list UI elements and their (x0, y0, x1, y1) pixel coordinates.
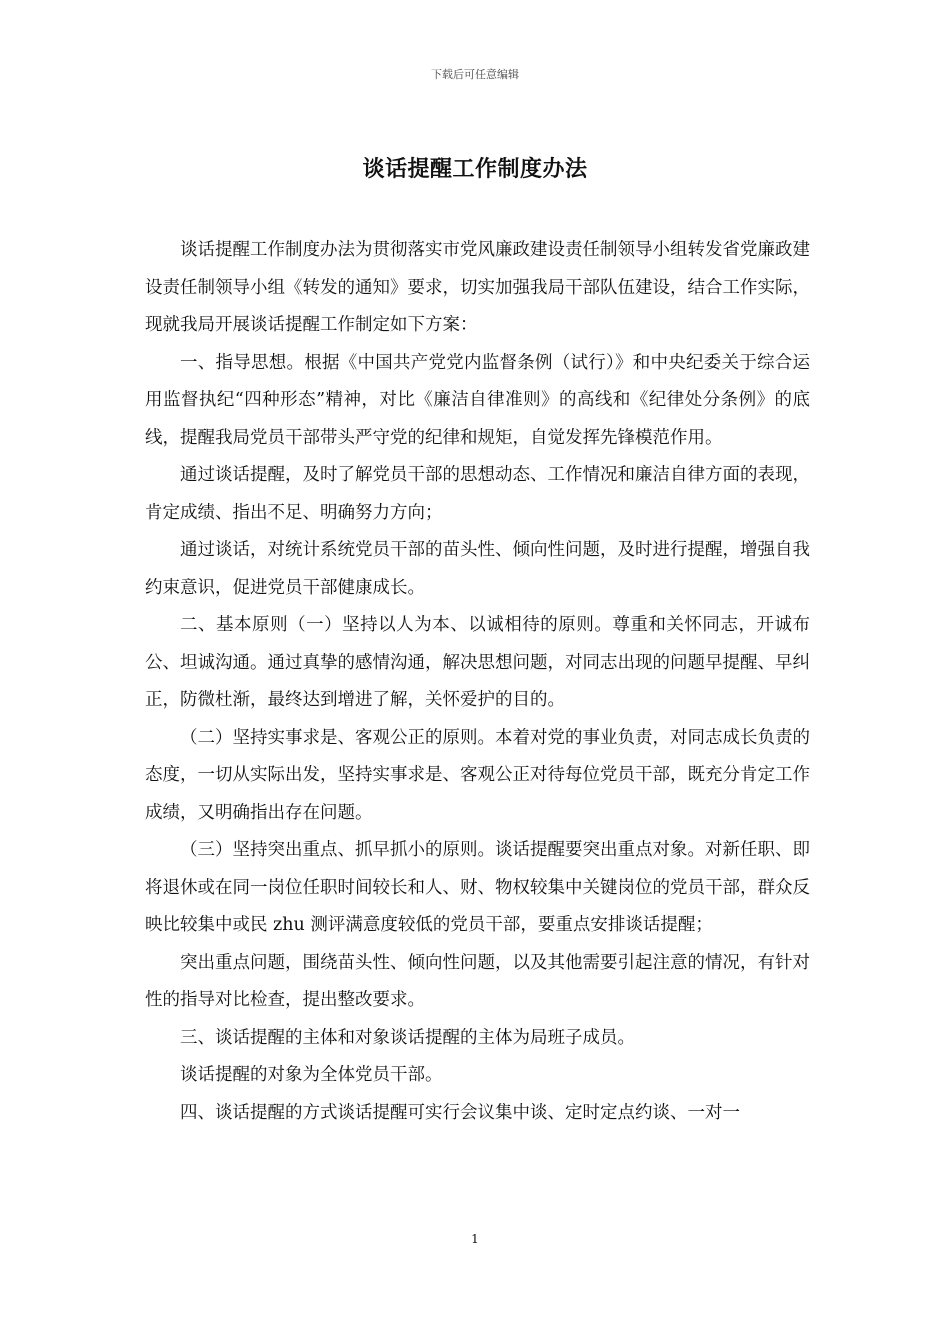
header-note: 下载后可任意编辑 (431, 68, 519, 81)
document-title: 谈话提醒工作制度办法 (362, 156, 588, 182)
paragraph-purpose-2: 通过谈话，对统计系统党员干部的苗头性、倾向性问题，及时进行提醒，增强自我约束意识，促进党员干部健康成长。 (145, 540, 810, 598)
paragraph-principle-3: （三）坚持突出重点、抓早抓小的原则。谈话提醒要突出重点对象。对新任职、即将退休或在同一岗位任职时间较长和人、财、物权较集中关键岗位的党员干部，群众反映比较集中或民 zhu 测评满意度较低的党员干部，要重点安排谈话提醒； (145, 840, 810, 935)
paragraph-method: 四、谈话提醒的方式谈话提醒可实行会议集中谈、定时定点约谈、一对一 (180, 1102, 740, 1123)
page-number: 1 (471, 1232, 479, 1246)
paragraph-principle-2: （二）坚持实事求是、客观公正的原则。本着对党的事业负责，对同志成长负责的态度，一切从实际出发，坚持实事求是、客观公正对待每位党员干部，既充分肯定工作成绩，又明确指出存在问题。 (145, 727, 810, 823)
document-body (145, 232, 810, 1132)
paragraph-purpose-1: 通过谈话提醒，及时了解党员干部的思想动态、工作情况和廉洁自律方面的表现，肯定成绩、指出不足、明确努力方向； (145, 465, 810, 523)
paragraph-key-issues: 突出重点问题，围绕苗头性、倾向性问题，以及其他需要引起注意的情况，有针对性的指导对比检查，提出整改要求。 (145, 952, 810, 1010)
paragraph-subject: 三、谈话提醒的主体和对象谈话提醒的主体为局班子成员。 (180, 1027, 635, 1048)
paragraph-object: 谈话提醒的对象为全体党员干部。 (180, 1065, 443, 1085)
paragraph-guiding-thought: 一、指导思想。根据《中国共产党党内监督条例（试行）》和中央纪委关于综合运用监督执纪“四种形态”精神，对比《廉洁自律准则》的高线和《纪律处分条例》的底线，提醒我局党员干部带头严守党的纪律和规矩，自觉发挥先锋模范作用。 (145, 352, 810, 448)
paragraph-principle-1: 二、基本原则（一）坚持以人为本、以诚相待的原则。尊重和关怀同志，开诚布公、坦诚沟通。通过真挚的感情沟通，解决思想问题，对同志出现的问题早提醒、早纠正，防微杜渐，最终达到增进了解，关怀爱护的目的。 (145, 615, 810, 710)
paragraph-intro: 谈话提醒工作制度办法为贯彻落实市党风廉政建设责任制领导小组转发省党廉政建设责任制领导小组《转发的通知》要求，切实加强我局干部队伍建设，结合工作实际，现就我局开展谈话提醒工作制定如下方案： (145, 240, 810, 335)
